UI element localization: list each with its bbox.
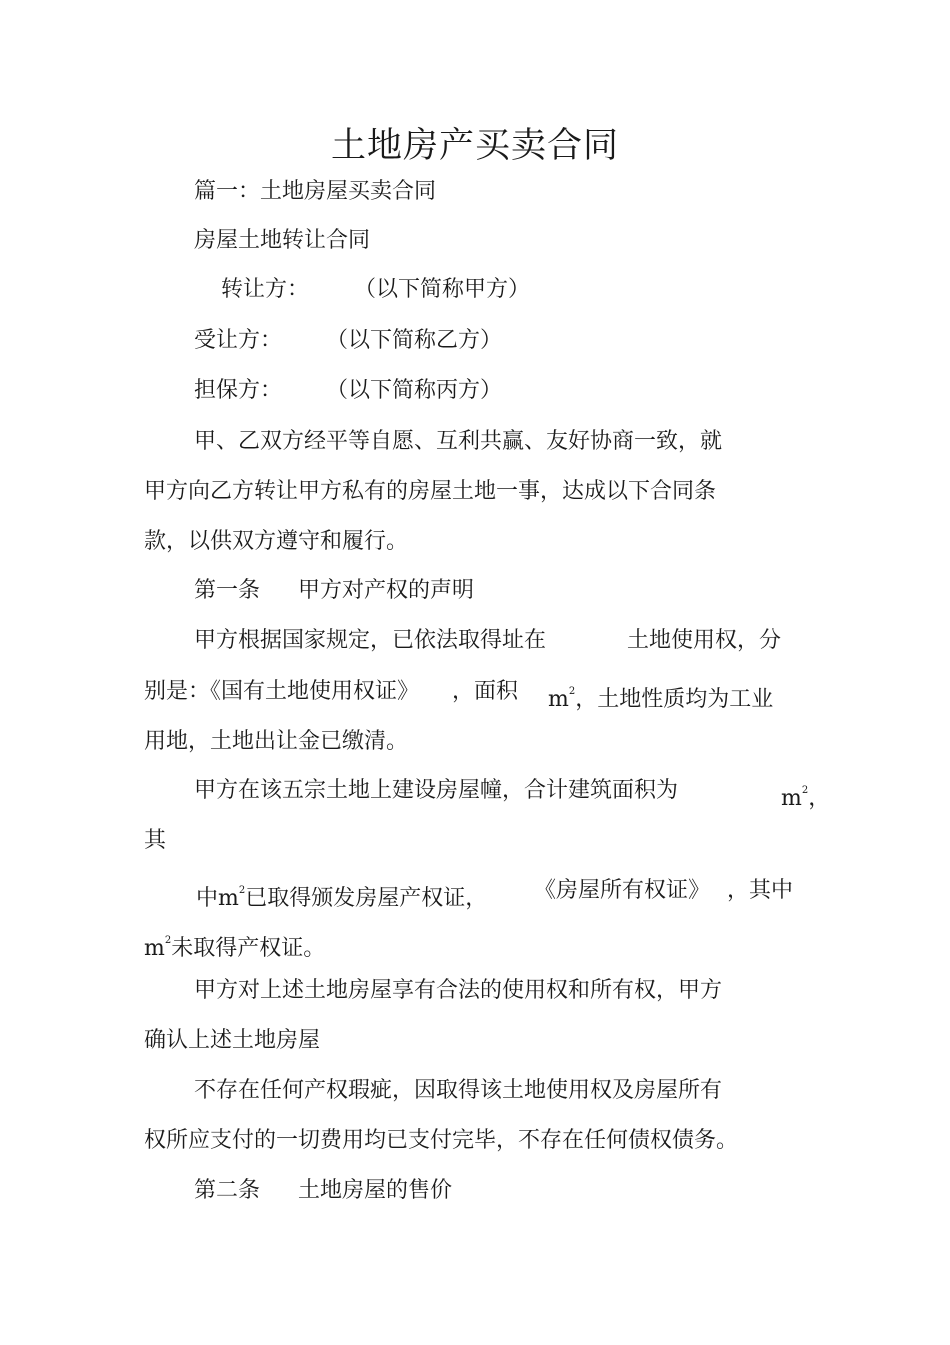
guarantor-label: 担保方： (194, 378, 283, 403)
article1-text: 甲方在该五宗土地上建设房屋幢，合计建筑面积为 (194, 778, 679, 803)
article2-heading: 土地房屋的售价 (298, 1178, 453, 1203)
area-unit: $m^2$， (781, 785, 831, 811)
intro-line: 甲方向乙方转让甲方私有的房屋土地一事，达成以下合同条 (144, 479, 717, 504)
article1-text: 甲方根据国家规定，已依法取得址在 (194, 628, 547, 653)
intro-line: 款，以供双方遵守和履行。 (144, 529, 409, 554)
transferor-note: （以下简称甲方） (354, 277, 531, 302)
article1-text: $m^2$未取得产权证。 (144, 935, 326, 961)
article1-text: 其 (144, 828, 167, 853)
article1-text: 权所应支付的一切费用均已支付完毕，不存在任何债权债务。 (144, 1128, 739, 1153)
guarantor-note: （以下简称丙方） (326, 378, 503, 403)
area-unit: $m^2$，土地性质均为工业 (548, 686, 774, 712)
article1-text: ，其中 (727, 878, 794, 903)
article1-text: 用地，土地出让金已缴清。 (144, 729, 409, 754)
article2-number: 第二条 (194, 1178, 261, 1203)
article1-text: 土地使用权，分 (627, 628, 782, 653)
transferee-note: （以下简称乙方） (326, 328, 503, 353)
contract-title: 房屋土地转让合同 (194, 228, 371, 253)
article1-text: 别是：《国有土地使用权证》 (144, 679, 420, 704)
article1-text: 确认上述土地房屋 (144, 1028, 321, 1053)
document-title: 土地房产买卖合同 (330, 126, 619, 166)
article1-text: 中$m^2$已取得颁发房屋产权证， (196, 885, 488, 911)
transferor-label: 转让方： (221, 277, 310, 302)
chapter-heading: 篇一：土地房屋买卖合同 (194, 179, 437, 204)
article1-heading: 甲方对产权的声明 (298, 578, 475, 603)
article1-number: 第一条 (194, 578, 261, 603)
article1-text: 甲方对上述土地房屋享有合法的使用权和所有权，甲方 (194, 978, 723, 1003)
certificate-name: 《房屋所有权证》 (534, 878, 711, 903)
article1-text: ，面积 (452, 679, 519, 704)
intro-line: 甲、乙双方经平等自愿、互利共赢、友好协商一致，就 (194, 429, 723, 454)
article1-text: 不存在任何产权瑕疵，因取得该土地使用权及房屋所有 (194, 1078, 723, 1103)
transferee-label: 受让方： (194, 328, 283, 353)
